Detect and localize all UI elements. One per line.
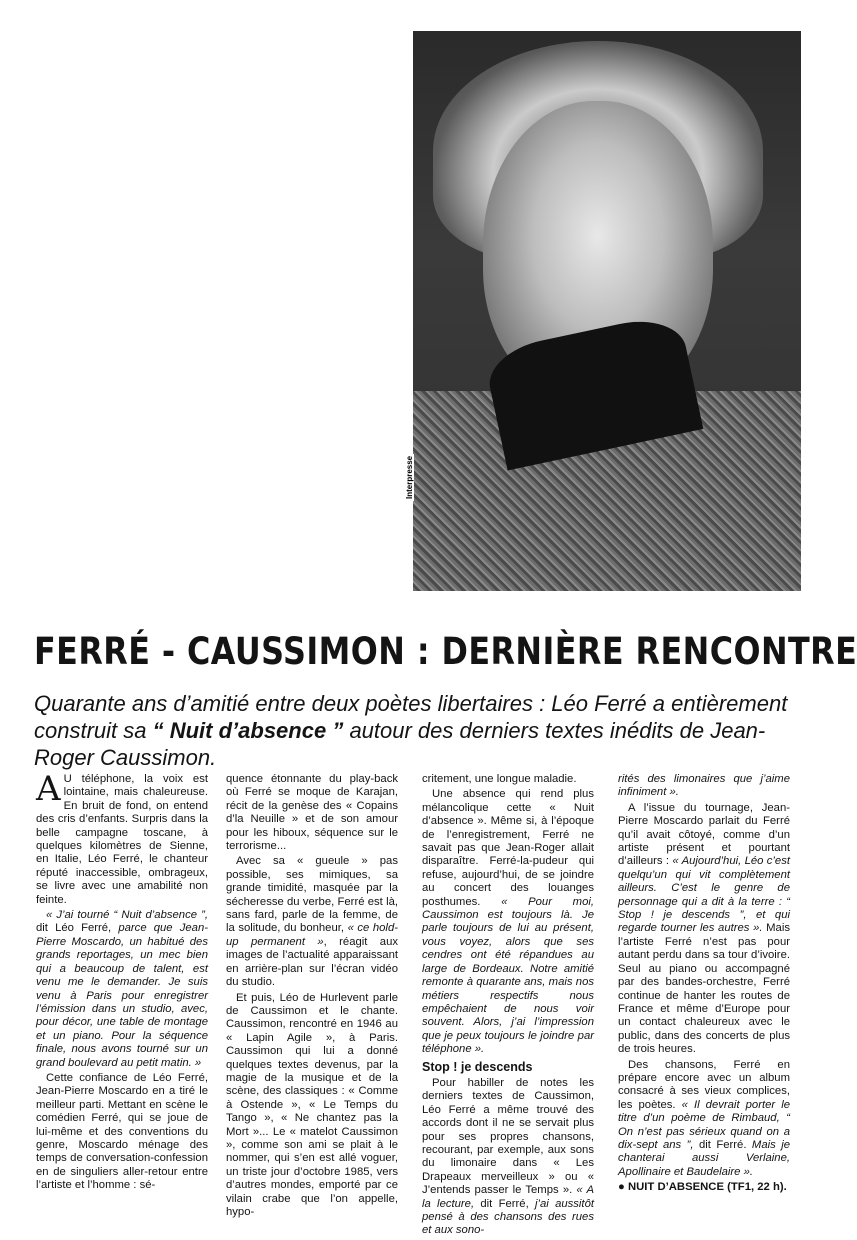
- portrait-photo: [405, 31, 801, 575]
- quote-text: « ce hold-up permanent »: [226, 922, 398, 948]
- paragraph-text: Et puis, Léo de Hurlevent parle de Caussimon et le chante. Caussimon, rencontré en 1946 au « Lapin Agile », à Paris. Caussimon qui lui a donné quelques textes devenus, par la magie de la musique et de la scène, des classiques : « Comme à Ostende », « Le Temps du Tango », « Ne chantez pas la Mort »... Le « matelot Caussimon », comme son ami se plait à le nommer, qui s’en est allé voguer, un triste jour d’octobre 1985, vers d’autres mondes, emporté par ce vilain crabe que l’on appelle, hypo-: [226, 991, 398, 1218]
- paragraph: [36, 769, 208, 907]
- paragraph-text: dit Ferré.: [693, 1138, 752, 1151]
- article-column-3: [422, 773, 594, 1240]
- paragraph: [618, 802, 790, 1057]
- article-subtitle: [34, 690, 804, 771]
- quote-text: Mais je chanterai aussi Verlaine, Apollinaire et Baudelaire ».: [618, 1138, 790, 1178]
- paragraph-text: dit Léo Ferré,: [36, 922, 119, 935]
- article-column-1: [36, 769, 208, 1195]
- article-column-4: [618, 773, 790, 1197]
- quote-text: « J’ai tourné “ Nuit d’absence ”,: [46, 909, 208, 922]
- paragraph: [422, 788, 594, 1056]
- paragraph-text: A l’issue du tournage, Jean-Pierre Moscardo parlait du Ferré qu’il avait côtoyé, comme d’un artiste présent et pourtant d’ailleurs :: [618, 801, 790, 868]
- quote-text: j’ai aussitôt pensé à des chansons des rues et aux sono-: [422, 1197, 594, 1237]
- paragraph: [226, 855, 398, 989]
- subtitle-emphasis: “ Nuit d’absence ”: [152, 718, 344, 743]
- photo-credit: Interpresse: [405, 455, 414, 499]
- broadcast-info: [618, 1181, 790, 1194]
- paragraph: [36, 909, 208, 1070]
- paragraph-text: Mais l’artiste Ferré n’est pas pour autant perdu dans sa tour d’ivoire. Seul au piano ou accompagné par des bandes-orchestre, Ferré continue de hanter les routes de France et même d’Europe pour un contact chaleureux avec le public, dans des concerts de plus de trois heures.: [618, 922, 790, 1056]
- paragraph-text: Des chansons, Ferré en prépare encore avec un album consacré à ses vieux complices, les poètes.: [618, 1058, 790, 1111]
- paragraph-text: dit Ferré,: [474, 1197, 535, 1210]
- article-title: FERRÉ - CAUSSIMON : DERNIÈRE RENCONTRE: [34, 630, 857, 673]
- quote-text: « Il devrait porter le titre d’un poème de Rimbaud, “ On n’est pas sérieux quand on a dix-sept ans ”,: [618, 1098, 790, 1151]
- paragraph: [36, 1072, 208, 1193]
- paragraph-text: Pour habiller de notes les derniers textes de Caussimon, Léo Ferré a même trouvé des accords dont il ne se servait plus pour ses propres chansons, recourant, par exemple, aux sons du limonaire dans « Les Drapeaux merveilleux » ou « J’entends passer le Temps ».: [422, 1076, 594, 1197]
- paragraph-text: , réagit aux images de l’actualité apparaissant en arrière-plan sur l’écran vidéo du studio.: [226, 935, 398, 989]
- quote-text: parce que Jean-Pierre Moscardo, un habitué des grands reportages, un mec bien qui a beaucoup de talent, est venu me le demander. Je suis venu à Paris pour enregistrer l’émission dans un studio, avec, pour décor, une table de montage et un piano. Pour la séquence finale, nous avons tourné sur un grand boulevard au petit matin. »: [36, 922, 208, 1069]
- broadcast-info-text: ● NUIT D’ABSENCE (TF1, 22 h).: [618, 1181, 787, 1194]
- article-column-2: [226, 773, 398, 1221]
- quote-text: « A la lecture,: [422, 1184, 594, 1210]
- paragraph: [422, 773, 594, 786]
- quote-text: « Aujourd’hui, Léo c’est quelqu’un qui vit complètement ailleurs. C’est le genre de personnage qui a dit à la terre : “ Stop ! je descends ”, et qui regarde tourner les autres ».: [618, 855, 790, 935]
- paragraph: [226, 992, 398, 1220]
- section-heading: Stop ! je descends: [422, 1059, 533, 1074]
- paragraph-text: Cette confiance de Léo Ferré, Jean-Pierre Moscardo en a tiré le meilleur parti. Mettant en scène le comédien Ferré, qui se joue de lui-même et des conventions du genre, Moscardo ménage des temps de conversation-confession en de singuliers aller-retour entre l’artiste et l’homme : sé-: [36, 1071, 208, 1192]
- drop-cap: A: [36, 769, 61, 809]
- paragraph: [618, 1059, 790, 1180]
- paragraph: [226, 773, 398, 853]
- paragraph: [422, 1077, 594, 1238]
- paragraph-text: U téléphone, la voix est lointaine, mais chaleureuse. En bruit de fond, on entend des cris d’enfants. Surpris dans la belle campagne toscane, à quelques kilomètres de Sienne, en Italie, Léo Ferré, le chanteur réputé inaccessible, ombrageux, se livre avec une amabilité non feinte.: [36, 773, 208, 906]
- paragraph-text: Une absence qui rend plus mélancolique cette « Nuit d’absence ». Même si, à l’époque de l’enregistrement, Ferré ne savait pas que Jean-Roger allait disparaître. Ferré-la-pudeur qui refuse, aujourd’hui, de se joindre au concert des louanges posthumes.: [422, 788, 594, 908]
- paragraph: [618, 773, 790, 800]
- subtitle-part-1: Quarante ans d’amitié entre deux poètes libertaires : Léo Ferré a entièrement construit sa: [34, 691, 788, 743]
- subtitle-part-2: autour des derniers textes inédits de Jean-Roger Caussimon.: [34, 718, 766, 770]
- paragraph-text: quence étonnante du play-back où Ferré se moque de Karajan, récit de la genèse des « Copains d’la Neuille » et de son amour pour les hiboux, séquence sur le terrorisme...: [226, 773, 398, 853]
- quote-text: « Pour moi, Caussimon est toujours là. Je parle toujours de lui au présent, vous voyez, alors que ses cendres ont été répandues au large de Bordeaux. Notre amitié remonte à quarante ans, mais nos métiers respectifs nous empêchaient de nous voir souvent. Alors, j’ai l’impression que je peux toujours le joindre par téléphone ».: [422, 895, 594, 1056]
- paragraph-text: Avec sa « gueule » pas possible, ses mimiques, sa grande timidité, masquée par la sécheresse du verbe, Ferré est là, sans fard, parle de la femme, de la solitude, du bonheur,: [226, 855, 398, 935]
- paragraph-text: critement, une longue maladie.: [422, 773, 577, 785]
- quote-text: rités des limonaires que j’aime infiniment ».: [618, 773, 790, 799]
